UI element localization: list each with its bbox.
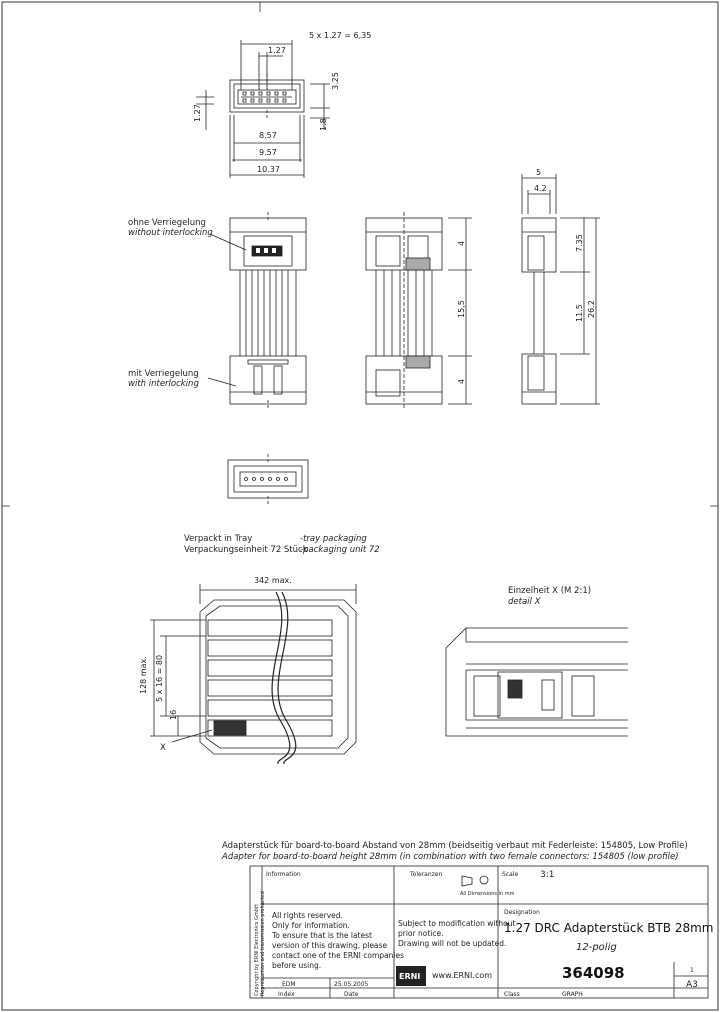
class-label: Class: [504, 991, 520, 998]
dim-8-57: 8.57: [259, 131, 277, 140]
label-without-de: ohne Verriegelung: [128, 218, 206, 228]
tray-row-4: [208, 680, 332, 696]
sheet-number: 1: [690, 967, 694, 974]
tray-row-3: [208, 660, 332, 676]
tray-row-5: [208, 700, 332, 716]
dim-tray-row: 16: [169, 709, 178, 720]
side-view: [522, 174, 600, 404]
rights-line-4: version of this drawing, please: [272, 941, 388, 950]
subject-line-1: Subject to modification without: [398, 919, 516, 928]
date-value: 25.05.2005: [334, 981, 369, 988]
front-view: [208, 212, 306, 410]
subject-line-2: prior notice.: [398, 929, 444, 938]
dim-side-4-2: 4.2: [534, 184, 547, 193]
side-view-top-housing: [522, 218, 556, 272]
front-view-bottom-housing: [230, 356, 306, 404]
side-view-bottom-housing: [522, 354, 556, 404]
dim-side-5: 5: [536, 168, 542, 177]
dim-tray-width: 342 max.: [254, 576, 292, 585]
tray-row-1: [208, 620, 332, 636]
detail-title-en: detail X: [508, 597, 541, 607]
detail-title-de: Einzelheit X (M 2:1): [508, 586, 592, 596]
dimensions-note: All Dimensions in mm: [460, 891, 515, 897]
dim-9-57: 9.57: [259, 148, 277, 157]
packaging-tray-en: -tray packaging: [300, 534, 367, 544]
scale-value: 3:1: [540, 870, 555, 880]
packaging-tray-de: Verpackt in Tray: [184, 534, 253, 544]
dim-side-11-5: 11.5: [575, 304, 584, 322]
dim-tray-height: 128 max.: [139, 656, 148, 694]
description-de: Adapterstück für board-to-board Abstand von 28mm (beidseitig verbaut mit Federleiste: 154805, Low Profile): [222, 841, 688, 851]
packaging-unit-en: -packaging unit 72: [300, 545, 380, 555]
tray-part: [214, 721, 246, 735]
rights-line-2: Only for information.: [272, 921, 350, 930]
date-label: Date: [344, 991, 359, 998]
side-copyright: Copyright by ERNI Electronics GmbH: [254, 904, 260, 996]
detail-drawing: [446, 628, 628, 736]
designation: 1.27 DRC Adapterstück BTB 28mm: [504, 921, 714, 935]
subject-line-3: Drawing will not be updated.: [398, 939, 507, 948]
dim-mid-bottom: 4: [457, 378, 466, 384]
detail-marker-x: X: [160, 743, 166, 753]
designation-label: Designation: [504, 909, 540, 916]
dim-mid-top: 4: [457, 240, 466, 246]
sheet-size: A3: [686, 980, 698, 990]
dim-pitch: 1.27: [268, 46, 286, 55]
front-view-top-housing: [230, 218, 306, 270]
dim-height: 3.25: [331, 72, 340, 90]
website: www.ERNI.com: [432, 971, 493, 980]
edm-label: EDM: [282, 981, 296, 988]
label-with-de: mit Verriegelung: [128, 369, 199, 379]
dim-tray-rows: 5 x 16 = 80: [155, 654, 164, 702]
rights-line-3: To ensure that is the latest: [272, 931, 372, 940]
projection-symbol-icon: [480, 876, 488, 884]
bottom-view: [228, 454, 308, 504]
side-reproduction: Reproduction and transmission prohibited: [260, 891, 266, 996]
packaging-unit-de: Verpackungseinheit 72 Stück: [184, 545, 308, 555]
top-view: [196, 40, 330, 178]
tolerances-label: Toleranzen: [410, 871, 443, 878]
label-with-en: with interlocking: [128, 379, 199, 389]
dim-side-7-35: 7.35: [575, 234, 584, 252]
dim-side-26-2: 26.2: [587, 300, 596, 318]
designation-sub: 12-polig: [576, 942, 617, 953]
rights-line-5: contact one of the ERNI companies: [272, 951, 404, 960]
dim-small: 1.8: [319, 118, 328, 131]
label-without-en: without interlocking: [128, 228, 213, 238]
erni-logo: [396, 966, 426, 986]
class-value: GRAPH: [562, 991, 583, 998]
tray-row-2: [208, 640, 332, 656]
projection-cone-icon: [462, 876, 472, 886]
information-label: Information: [266, 871, 301, 878]
part-number: 364098: [562, 964, 625, 982]
dim-left: 1.27: [193, 104, 202, 122]
tray-drawing: [150, 584, 356, 764]
index-label: Index: [278, 991, 295, 998]
dim-pitch-total: 5 x 1.27 = 6,35: [309, 31, 372, 40]
dim-mid-span: 15,5: [457, 300, 466, 318]
svg-text:ERNI: ERNI: [399, 972, 421, 981]
description-en: Adapter for board-to-board height 28mm (in combination with two female connectors: 154805 (low profile): [222, 852, 679, 862]
rights-line-6: before using.: [272, 961, 322, 970]
break-line: [272, 592, 290, 764]
scale-label: Scale: [502, 871, 519, 878]
rights-line-1: All rights reserved.: [272, 911, 343, 920]
dim-10-37: 10.37: [257, 165, 280, 174]
